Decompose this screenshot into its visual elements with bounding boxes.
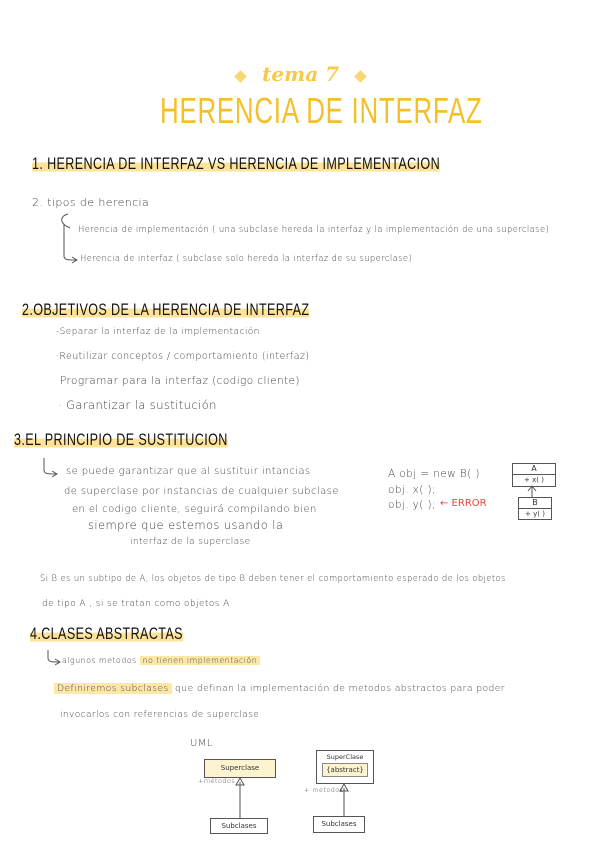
error-note: ← ERROR: [440, 498, 487, 509]
uml-class-a: A + x( ): [512, 463, 556, 487]
abstract-note: algunos metodos no tienen implementación: [62, 656, 260, 665]
section-2-heading: 2.OBJETIVOS DE LA HERENCIA DE INTERFAZ: [22, 300, 310, 319]
objetivo-item: · Garantizar la sustitución: [58, 398, 217, 412]
diamond-icon: [354, 70, 367, 83]
arrow-icon: [44, 648, 64, 668]
section-1-heading: 1. HERENCIA DE INTERFAZ VS HERENCIA DE IMPLEMENTACION: [32, 154, 441, 173]
sustitucion-line: se puede garantizar que al sustituir intancias: [66, 466, 311, 477]
diamond-icon: [234, 70, 247, 83]
tipos-herencia: 2. tipos de herencia: [32, 196, 150, 209]
metodos-note: +métodos: [198, 777, 235, 785]
code-line: A obj = new B( ): [388, 468, 480, 480]
objetivo-item: -Separar la interfaz de la implementación: [56, 327, 260, 337]
objetivo-item: ·Reutilizar conceptos / comportamiento (interfaz): [56, 351, 310, 362]
section-3-heading: 3.EL PRINCIPIO DE SUSTITUCION: [14, 430, 228, 449]
uml-class-b: B + y( ): [518, 497, 552, 520]
sustitucion-line: interfaz de la superclase: [130, 537, 251, 547]
definiremos-note: Definiremos subclases que definan la implementación de metodos abstractos para poder: [54, 683, 505, 694]
sustitucion-line: en el codigo cliente, seguirá compilando bien: [72, 504, 317, 515]
code-line: obj. x( );: [388, 484, 436, 496]
sustitucion-line: siempre que estemos usando la: [88, 518, 284, 532]
objetivo-item: Programar para la interfaz (codigo cliente): [60, 375, 300, 387]
inheritance-arrow-icon: [337, 782, 351, 816]
uml-subclases-left: Subclases: [210, 818, 268, 834]
section-4-heading: 4.CLASES ABSTRACTAS: [30, 624, 183, 643]
inheritance-arrow-icon: [233, 776, 247, 818]
herencia-item-1: Herencia de implementación ( una subclase hereda la interfaz y la implementación de una superclase): [78, 224, 550, 234]
herencia-item-2: Herencia de interfaz ( subclase solo hereda la interfaz de su superclase): [80, 253, 413, 263]
uml-superclase-left: Superclase: [204, 759, 276, 778]
arrow-icon: [40, 456, 62, 480]
sustitucion-line: de superclase por instancias de cualquier subclase: [64, 486, 339, 497]
uml-subclases-right: Subclases: [313, 816, 365, 833]
page-title: HERENCIA DE INTERFAZ: [160, 90, 483, 131]
subtipo-note: Si B es un subtipo de A, los objetos de tipo B deben tener el comportamiento esperado de los objetos: [40, 573, 506, 583]
tema-label: [236, 62, 365, 86]
uml-label: UML: [190, 738, 213, 749]
uml-superclase-right: SuperClase {abstract}: [316, 750, 374, 784]
inheritance-arrow-icon: [525, 485, 539, 497]
metodos-note: + metodos: [304, 786, 344, 794]
tema-text: tema 7: [262, 62, 340, 86]
subtipo-note: de tipo A , si se tratan como objetos A: [42, 599, 230, 609]
code-line: obj. y( );: [388, 499, 436, 511]
invocarlos-note: invocarlos con referencias de superclase: [60, 710, 260, 720]
